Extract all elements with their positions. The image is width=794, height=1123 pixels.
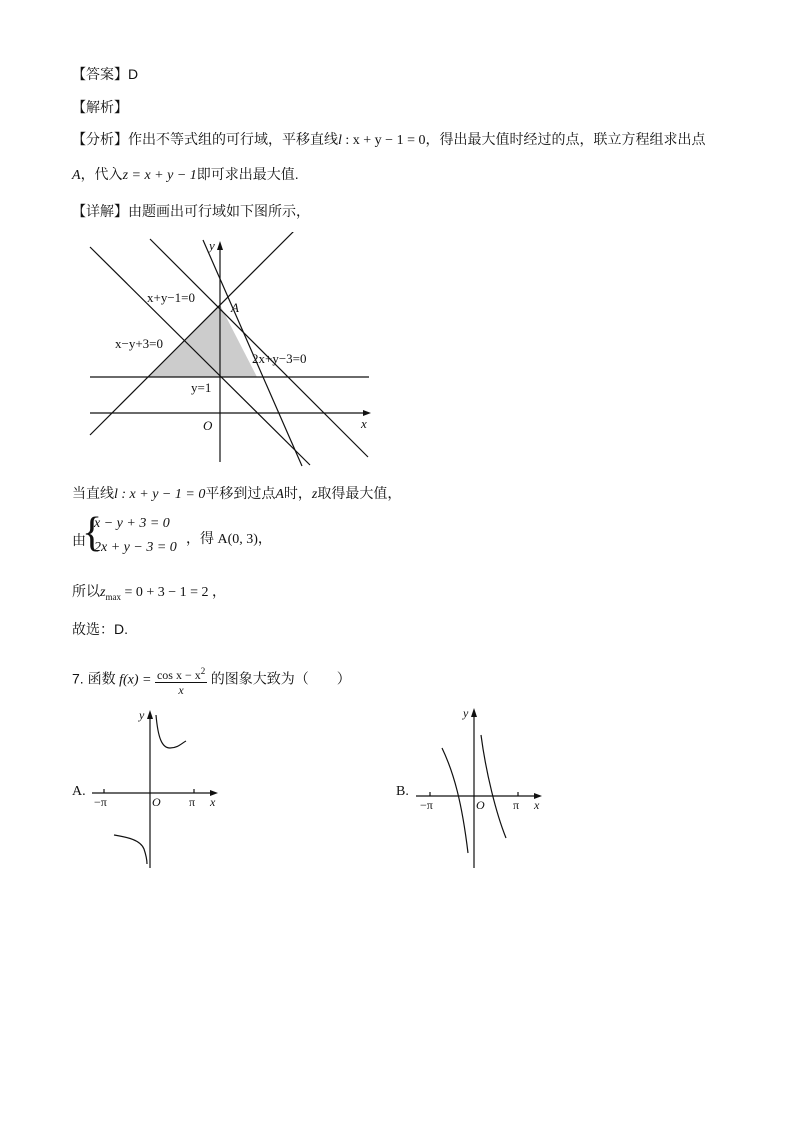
option-a-neg-pi: −π	[94, 795, 107, 809]
q7-f: f(x) =	[119, 672, 152, 688]
fig1-label-y1: y=1	[191, 380, 212, 395]
option-b-curve-left	[442, 748, 468, 853]
fenxi-point-a: A	[72, 168, 81, 183]
zmax-sub: max	[105, 591, 121, 602]
feasible-region-shade	[148, 305, 257, 377]
option-b-y-arrow	[471, 708, 477, 717]
feasible-region-figure	[85, 232, 385, 472]
xiangjie-text: 由题画出可行域如下图所示，	[128, 203, 310, 219]
fig1-point-a-label: A	[231, 300, 239, 315]
fenxi-line-1	[72, 129, 705, 151]
fig1-y-label: y	[209, 238, 215, 253]
q7-num-text: cos x − x	[156, 668, 201, 682]
option-a-curve-right	[156, 715, 186, 748]
system-result: ，得 A(0, 3)，	[186, 532, 272, 547]
option-a-label[interactable]: A.	[72, 784, 86, 799]
option-b-graph[interactable]	[414, 703, 554, 873]
q7-suffix: 的图象大致为（ ）	[210, 670, 351, 687]
q7-prefix: 7. 函数	[72, 670, 116, 687]
option-b-origin: O	[476, 798, 485, 812]
option-a-y-arrow	[147, 710, 153, 719]
answer-line	[72, 64, 138, 86]
zmax-line	[72, 581, 226, 607]
zmax-prefix: 所以	[72, 583, 100, 599]
fig1-label-2xy3: 2x+y−3=0	[252, 351, 307, 366]
fig1-x-label: x	[361, 416, 367, 431]
system-prefix: 由	[72, 532, 86, 548]
xiangjie-label: 【详解】	[72, 203, 128, 219]
option-a-y-label: y	[139, 708, 145, 722]
q7-numerator	[155, 664, 207, 683]
fenxi-text-1: 作出不等式组的可行域，平移直线	[128, 131, 338, 147]
option-a-graph[interactable]	[90, 703, 230, 873]
para1-text-3: 时，	[283, 485, 312, 501]
fenxi-line-l: l	[338, 133, 342, 148]
system-eq-2: 2x + y − 3 = 0	[94, 540, 177, 555]
option-a-pi: π	[189, 795, 196, 809]
option-a-curve-left	[114, 835, 147, 864]
system-eq-1: x − y + 3 = 0	[94, 516, 170, 531]
option-a-origin: O	[152, 795, 161, 809]
para1-text-1: 当直线	[72, 485, 114, 501]
para1-text-2: 平移到过点	[205, 485, 276, 501]
zmax-z: z	[100, 585, 106, 600]
option-a-x-label: x	[210, 795, 216, 809]
para1-line	[72, 483, 401, 505]
fig1-origin-label: O	[203, 418, 213, 433]
fenxi-line-eq: : x + y − 1 = 0	[341, 133, 426, 148]
fenxi-z-eq: z = x + y − 1	[122, 168, 197, 183]
para1-text-4: 取得最大值，	[317, 485, 402, 501]
para1-point-a: A	[275, 487, 284, 502]
fenxi-line-2	[72, 164, 299, 186]
analysis-label: 【解析】	[72, 99, 128, 115]
option-b-curve-right	[481, 735, 506, 838]
xiangjie-line	[72, 201, 310, 221]
option-b-label[interactable]: B.	[396, 784, 409, 799]
q7-num-sup: 2	[200, 666, 206, 676]
option-b-y-label: y	[463, 706, 469, 720]
option-b-x-label: x	[534, 798, 540, 812]
answer-value: D	[128, 66, 139, 82]
choose-line: 故选：D.	[72, 621, 128, 637]
fenxi-text-5: 即可求出最大值.	[196, 166, 299, 182]
fenxi-label: 【分析】	[72, 131, 128, 147]
option-b-neg-pi: −π	[420, 798, 433, 812]
answer-label: 【答案】	[72, 66, 128, 82]
para1-line-eq: l : x + y − 1 = 0	[114, 487, 206, 502]
q7-line	[72, 664, 351, 697]
fenxi-text-4: ，代入	[80, 166, 123, 182]
y-axis-arrow	[217, 241, 223, 250]
system-brace: {	[82, 510, 103, 556]
option-b-pi: π	[513, 798, 520, 812]
fig1-label-xy1: x+y−1=0	[147, 290, 195, 305]
q7-denominator: x	[178, 683, 184, 697]
zmax-expr: = 0 + 3 − 1 = 2 ，	[120, 585, 227, 600]
q7-fraction	[155, 664, 207, 697]
fenxi-text-2: ，得出最大值时经过的点，联立方程组求出点	[425, 131, 706, 147]
fig1-label-xy3: x−y+3=0	[115, 336, 163, 351]
para1-z: z	[311, 487, 318, 502]
